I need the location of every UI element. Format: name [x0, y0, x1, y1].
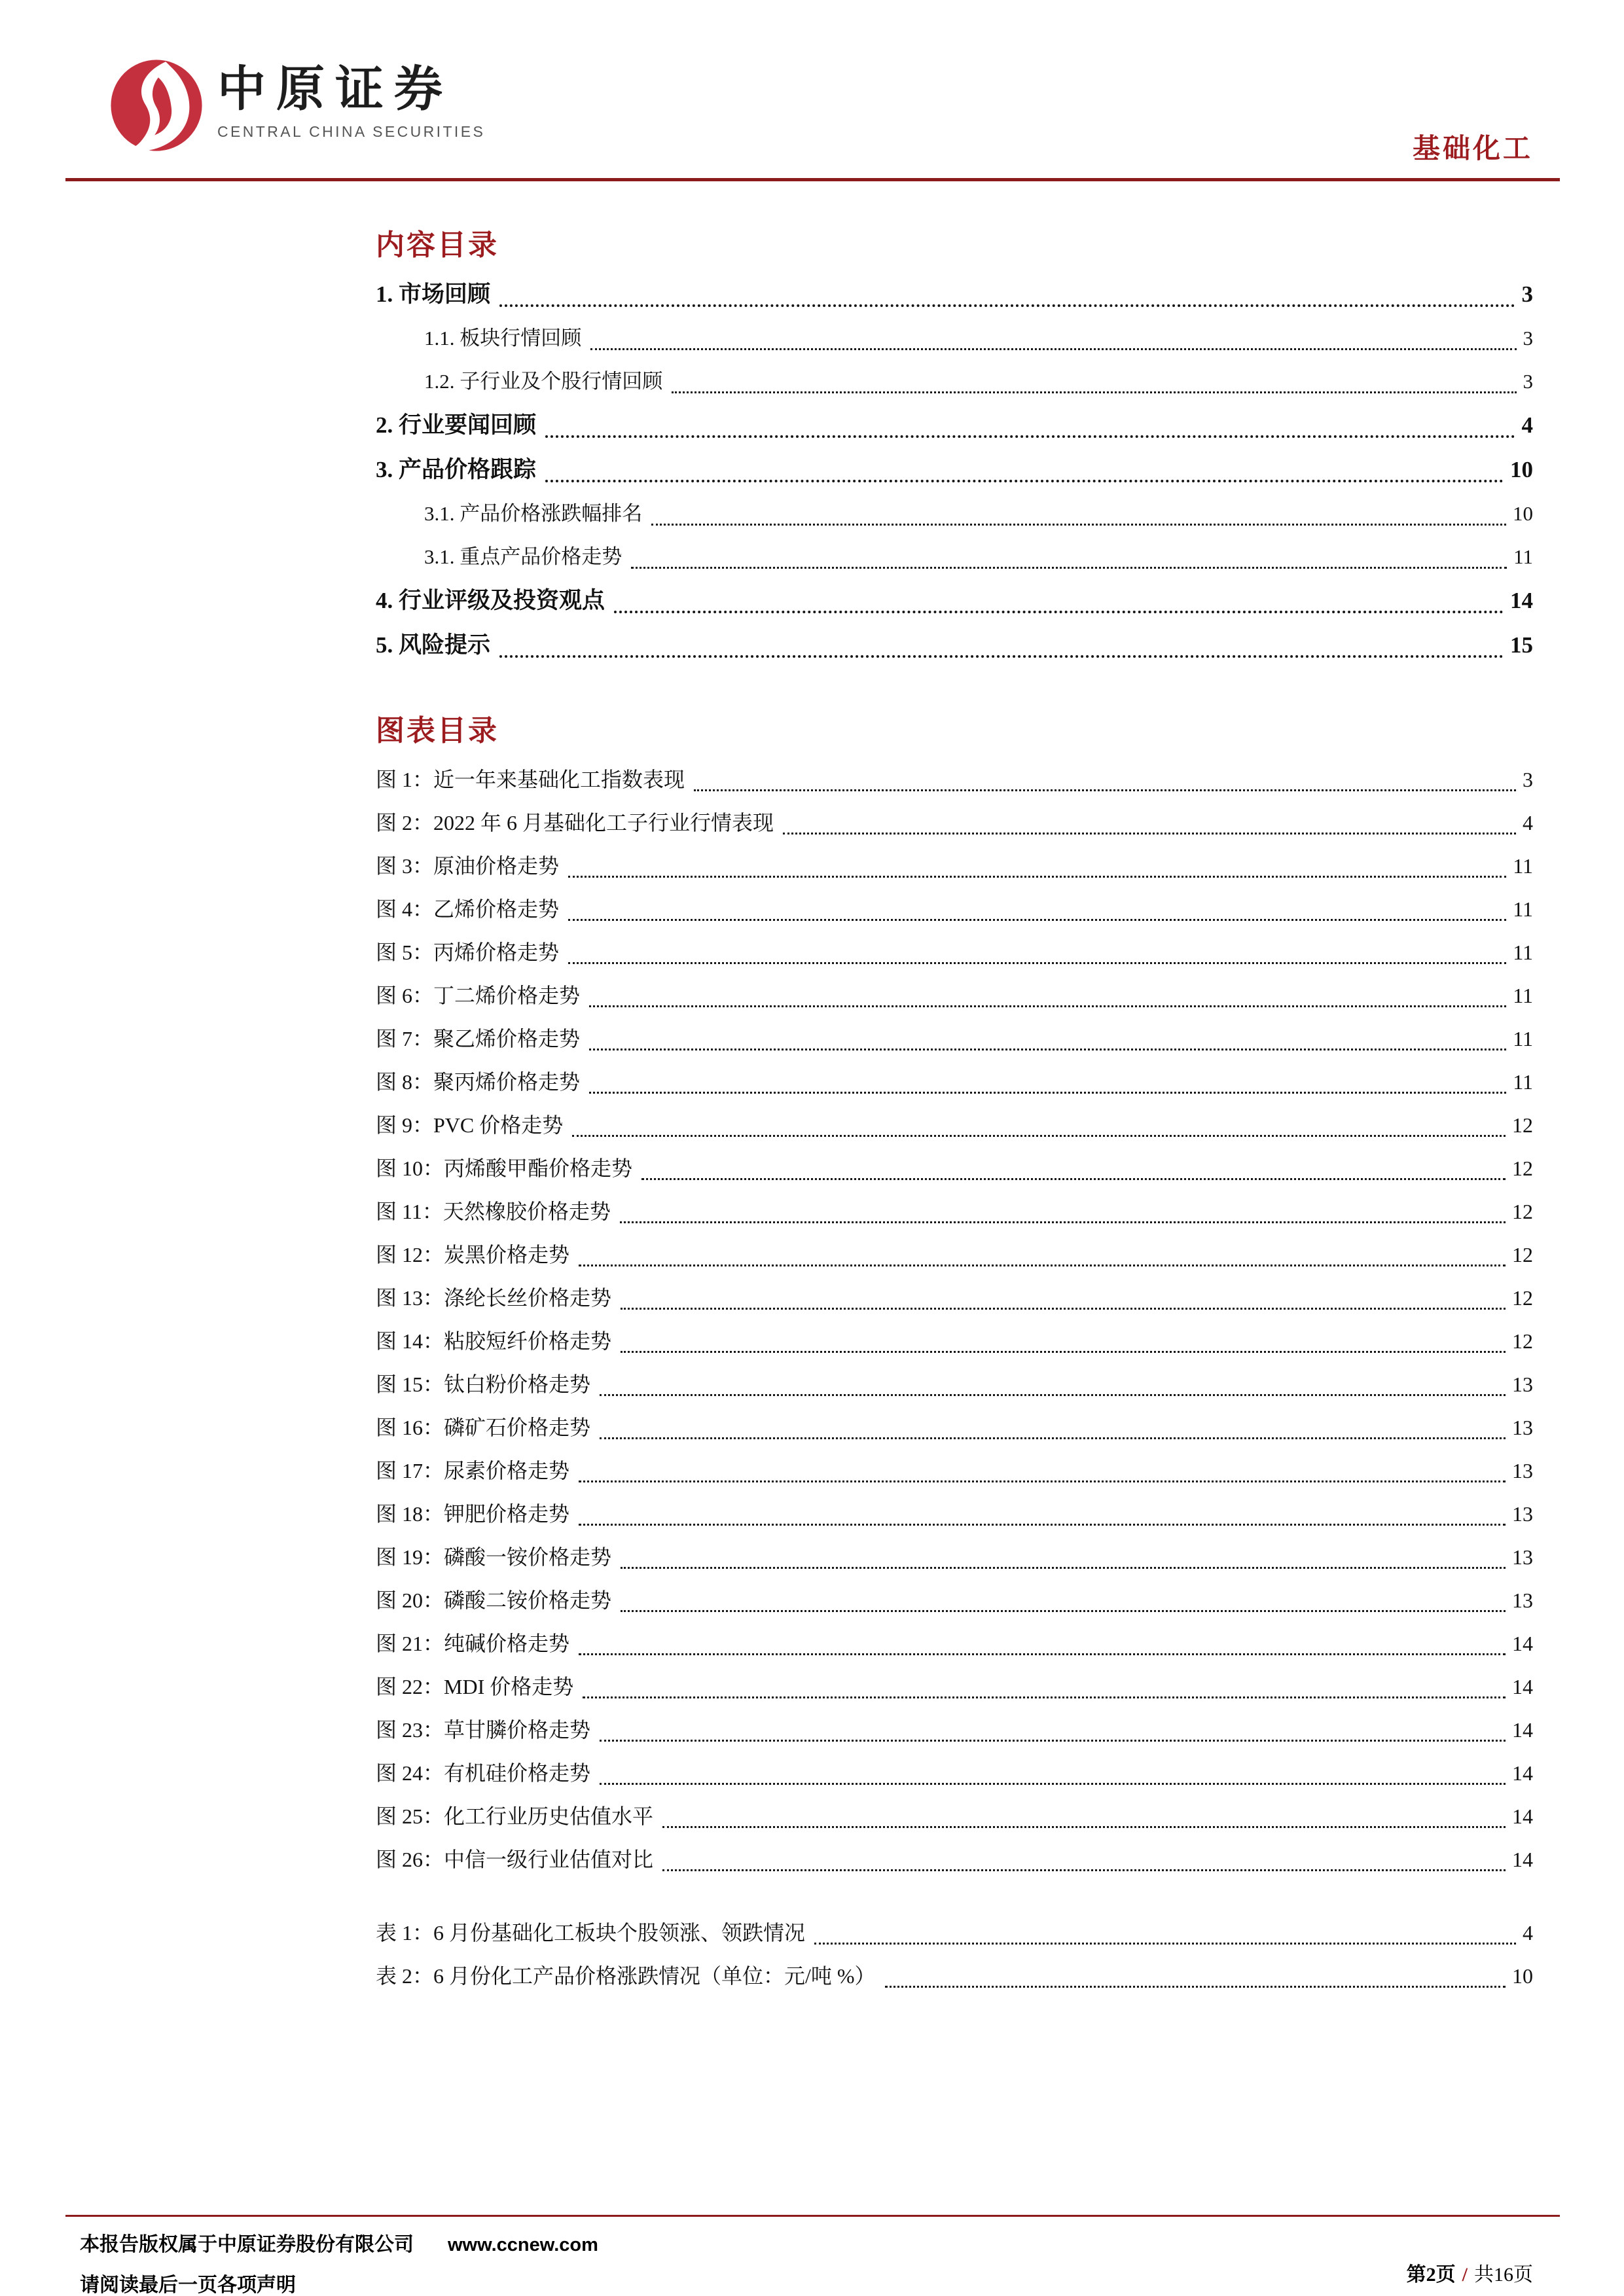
toc-entry[interactable]	[376, 403, 1533, 448]
figure-entry-page: 12	[1512, 1200, 1533, 1223]
figure-entry[interactable]	[376, 888, 1533, 931]
dot-leader	[600, 1783, 1506, 1785]
figure-entry-page: 11	[1513, 1027, 1533, 1050]
figure-entry-page: 11	[1513, 941, 1533, 964]
footer-copyright-line	[80, 2228, 598, 2257]
toc-entry-label: 2. 行业要闻回顾	[376, 412, 537, 438]
figure-entry-page: 11	[1513, 984, 1533, 1007]
total-pages: 共16页	[1474, 2264, 1533, 2286]
dot-leader	[600, 1740, 1506, 1742]
report-category: 基础化工	[1412, 134, 1533, 164]
dot-leader	[621, 1308, 1506, 1310]
figure-entry-page: 12	[1512, 1329, 1533, 1353]
figure-entry-label: 图 15：钛白粉价格走势	[376, 1372, 591, 1396]
figures-title: 图表目录	[376, 715, 499, 747]
company-name: 中原证券	[217, 63, 453, 117]
figure-entry[interactable]	[376, 758, 1533, 801]
figure-entry-label: 图 12：炭黑价格走势	[376, 1243, 570, 1266]
figure-entry-page: 13	[1512, 1588, 1533, 1612]
company-logo	[110, 59, 485, 152]
toc-entry[interactable]	[376, 272, 1533, 317]
figure-entry[interactable]	[376, 801, 1533, 844]
figure-entry[interactable]	[376, 1060, 1533, 1103]
dot-leader	[572, 1135, 1506, 1137]
figure-entry[interactable]	[376, 1622, 1533, 1665]
figure-entry-page: 14	[1512, 1761, 1533, 1785]
toc-entry-page: 3	[1523, 327, 1533, 350]
dot-leader	[651, 524, 1506, 526]
figure-entry-page: 13	[1512, 1502, 1533, 1526]
figure-entry-page: 4	[1523, 811, 1533, 834]
dot-leader	[568, 962, 1506, 964]
figure-entry-label: 图 24：有机硅价格走势	[376, 1761, 591, 1785]
dot-leader	[499, 655, 1504, 658]
figure-entry[interactable]	[376, 1363, 1533, 1406]
figure-entry-label: 图 26：中信一级行业估值对比	[376, 1848, 654, 1871]
figure-entry-label: 图 7：聚乙烯价格走势	[376, 1027, 581, 1050]
dot-leader	[600, 1437, 1506, 1439]
toc-entry[interactable]	[376, 448, 1533, 492]
dot-leader	[589, 1005, 1506, 1007]
figure-entry-label: 图 5：丙烯价格走势	[376, 941, 560, 964]
figure-entry-label: 图 4：乙烯价格走势	[376, 897, 560, 921]
figure-entry-page: 14	[1512, 1804, 1533, 1828]
figure-entry[interactable]	[376, 1406, 1533, 1449]
figure-entry-label: 图 18：钾肥价格走势	[376, 1502, 570, 1526]
dot-leader	[568, 876, 1506, 878]
figure-entry[interactable]	[376, 1579, 1533, 1622]
toc-entry-page: 10	[1510, 457, 1533, 482]
figure-entry-label: 图 6：丁二烯价格走势	[376, 984, 581, 1007]
dot-leader	[589, 1092, 1506, 1094]
table-entry-page: 10	[1512, 1964, 1533, 1988]
figure-entry-page: 13	[1512, 1416, 1533, 1439]
table-entry-label: 表 1：6 月份基础化工板块个股领涨、领跌情况	[376, 1921, 806, 1945]
dot-leader	[579, 1653, 1506, 1655]
figure-entry-label: 图 2：2022 年 6 月基础化工子行业行情表现	[376, 811, 774, 834]
dot-leader	[641, 1178, 1506, 1180]
figure-entry-page: 12	[1512, 1286, 1533, 1310]
figure-entry-label: 图 23：草甘膦价格走势	[376, 1718, 591, 1742]
toc-entry-label: 3.1. 重点产品价格走势	[424, 545, 623, 568]
dot-leader	[579, 1524, 1506, 1526]
figure-entry[interactable]	[376, 1751, 1533, 1795]
figure-entry-label: 图 1：近一年来基础化工指数表现	[376, 768, 685, 791]
table-entry-label: 表 2：6 月份化工产品价格涨跌情况（单位：元/吨 %）	[376, 1964, 876, 1988]
dot-leader	[620, 1221, 1506, 1223]
figure-entry-label: 图 8：聚丙烯价格走势	[376, 1070, 581, 1094]
disclaimer-text: 请阅读最后一页各项声明	[80, 2274, 296, 2296]
dot-leader	[590, 348, 1516, 350]
dot-leader	[579, 1265, 1506, 1266]
toc-entry-label: 1.2. 子行业及个股行情回顾	[424, 370, 663, 393]
toc-page-content	[376, 228, 1533, 1998]
toc-entry-label: 1. 市场回顾	[376, 281, 491, 307]
figure-entry[interactable]	[376, 1017, 1533, 1060]
dot-leader	[568, 919, 1506, 921]
dot-leader	[672, 391, 1516, 393]
dot-leader	[583, 1696, 1506, 1698]
figure-entry-page: 12	[1512, 1113, 1533, 1137]
page-indicator	[1407, 2258, 1533, 2287]
toc-entry[interactable]	[376, 360, 1533, 403]
current-page: 第2页	[1406, 2264, 1456, 2286]
toc-entry-page: 3	[1521, 281, 1533, 307]
figure-entry[interactable]	[376, 1319, 1533, 1363]
table-entry[interactable]	[376, 1911, 1533, 1954]
figure-entry-page: 12	[1512, 1243, 1533, 1266]
toc-entry-page: 15	[1510, 632, 1533, 658]
dot-leader	[783, 833, 1516, 834]
figure-entry-label: 图 25：化工行业历史估值水平	[376, 1804, 654, 1828]
figure-entry-label: 图 16：磷矿石价格走势	[376, 1416, 591, 1439]
figure-entry[interactable]	[376, 844, 1533, 888]
figure-entry[interactable]	[376, 1233, 1533, 1276]
toc-entry-label: 3. 产品价格跟踪	[376, 457, 537, 482]
figure-entry-page: 14	[1512, 1718, 1533, 1742]
toc-entry-label: 5. 风险提示	[376, 632, 491, 658]
figure-entry[interactable]	[376, 974, 1533, 1017]
figure-entry-label: 图 3：原油价格走势	[376, 854, 560, 878]
website-link[interactable]: www.ccnew.com	[448, 2234, 598, 2255]
figure-entry-page: 12	[1512, 1157, 1533, 1180]
footer-left	[80, 2228, 598, 2296]
figure-entry-page: 14	[1512, 1848, 1533, 1871]
dot-leader	[545, 480, 1504, 482]
header-divider	[65, 178, 1560, 181]
figure-entry-label: 图 22：MDI 价格走势	[376, 1675, 574, 1698]
figure-entry[interactable]	[376, 1665, 1533, 1708]
figure-entry-label: 图 14：粘胶短纤价格走势	[376, 1329, 612, 1353]
figure-entry-page: 13	[1512, 1372, 1533, 1396]
figure-entry-label: 图 19：磷酸一铵价格走势	[376, 1545, 612, 1569]
figure-entry[interactable]	[376, 1449, 1533, 1492]
figure-entry[interactable]	[376, 1190, 1533, 1233]
copyright-text: 本报告版权属于中原证券股份有限公司	[80, 2234, 414, 2255]
figure-entry-page: 13	[1512, 1459, 1533, 1482]
toc-entry-label: 3.1. 产品价格涨跌幅排名	[424, 502, 643, 525]
toc-entry-page: 14	[1510, 588, 1533, 613]
dot-leader	[579, 1480, 1506, 1482]
dot-leader	[621, 1351, 1506, 1353]
toc-entry[interactable]	[376, 535, 1533, 579]
toc-entry-page: 11	[1513, 545, 1533, 568]
toc-entry[interactable]	[376, 317, 1533, 360]
table-entry[interactable]	[376, 1954, 1533, 1998]
figure-entry-page: 11	[1513, 854, 1533, 878]
figure-entry-label: 图 17：尿素价格走势	[376, 1459, 570, 1482]
dot-leader	[614, 611, 1504, 613]
company-name-en: CENTRAL CHINA SECURITIES	[217, 123, 486, 140]
figure-entry-label: 图 10：丙烯酸甲酯价格走势	[376, 1157, 633, 1180]
dot-leader	[621, 1610, 1506, 1612]
figure-entry-page: 11	[1513, 897, 1533, 921]
toc-entry-page: 4	[1521, 412, 1533, 438]
figure-entry[interactable]	[376, 1492, 1533, 1535]
figure-entry-label: 图 11：天然橡胶价格走势	[376, 1200, 611, 1223]
figure-entry[interactable]	[376, 931, 1533, 974]
toc-entry-page: 10	[1513, 502, 1533, 525]
dot-leader	[885, 1986, 1506, 1988]
figure-entry-page: 14	[1512, 1675, 1533, 1698]
figure-entry-page: 11	[1513, 1070, 1533, 1094]
footer-divider	[65, 2215, 1560, 2217]
figure-entry[interactable]	[376, 1838, 1533, 1881]
dot-leader	[499, 304, 1515, 307]
dot-leader	[631, 567, 1507, 569]
toc-entry[interactable]	[376, 492, 1533, 535]
toc-title: 内容目录	[376, 229, 499, 261]
toc-entry[interactable]	[376, 579, 1533, 623]
figure-entry[interactable]	[376, 1535, 1533, 1579]
figure-entry-label: 图 21：纯碱价格走势	[376, 1632, 570, 1655]
figure-entry[interactable]	[376, 1103, 1533, 1147]
figure-entry[interactable]	[376, 1708, 1533, 1751]
table-entry-page: 4	[1523, 1921, 1533, 1945]
dot-leader	[621, 1567, 1506, 1569]
dot-leader	[589, 1049, 1506, 1050]
figure-entry-label: 图 13：涤纶长丝价格走势	[376, 1286, 612, 1310]
figure-entry-page: 13	[1512, 1545, 1533, 1569]
dot-leader	[814, 1943, 1516, 1945]
figure-entry[interactable]	[376, 1276, 1533, 1319]
dot-leader	[600, 1394, 1506, 1396]
table-entry-list	[376, 1911, 1533, 1998]
company-logo-icon	[110, 59, 203, 152]
figure-entry[interactable]	[376, 1795, 1533, 1838]
dot-leader	[545, 435, 1515, 438]
dot-leader	[662, 1826, 1506, 1828]
figure-entry[interactable]	[376, 1147, 1533, 1190]
figure-entry-page: 3	[1523, 768, 1533, 791]
figure-entry-page: 14	[1512, 1632, 1533, 1655]
toc-entry-label: 4. 行业评级及投资观点	[376, 588, 605, 613]
figure-entry-label: 图 20：磷酸二铵价格走势	[376, 1588, 612, 1612]
toc-entry-page: 3	[1523, 370, 1533, 393]
company-logo-text	[217, 59, 485, 141]
dot-leader	[662, 1869, 1506, 1871]
figure-list	[376, 758, 1533, 1881]
toc-list	[376, 272, 1533, 668]
page-separator: /	[1462, 2264, 1468, 2286]
toc-entry[interactable]	[376, 623, 1533, 668]
dot-leader	[694, 789, 1516, 791]
figure-entry-label: 图 9：PVC 价格走势	[376, 1113, 564, 1137]
toc-entry-label: 1.1. 板块行情回顾	[424, 327, 582, 350]
